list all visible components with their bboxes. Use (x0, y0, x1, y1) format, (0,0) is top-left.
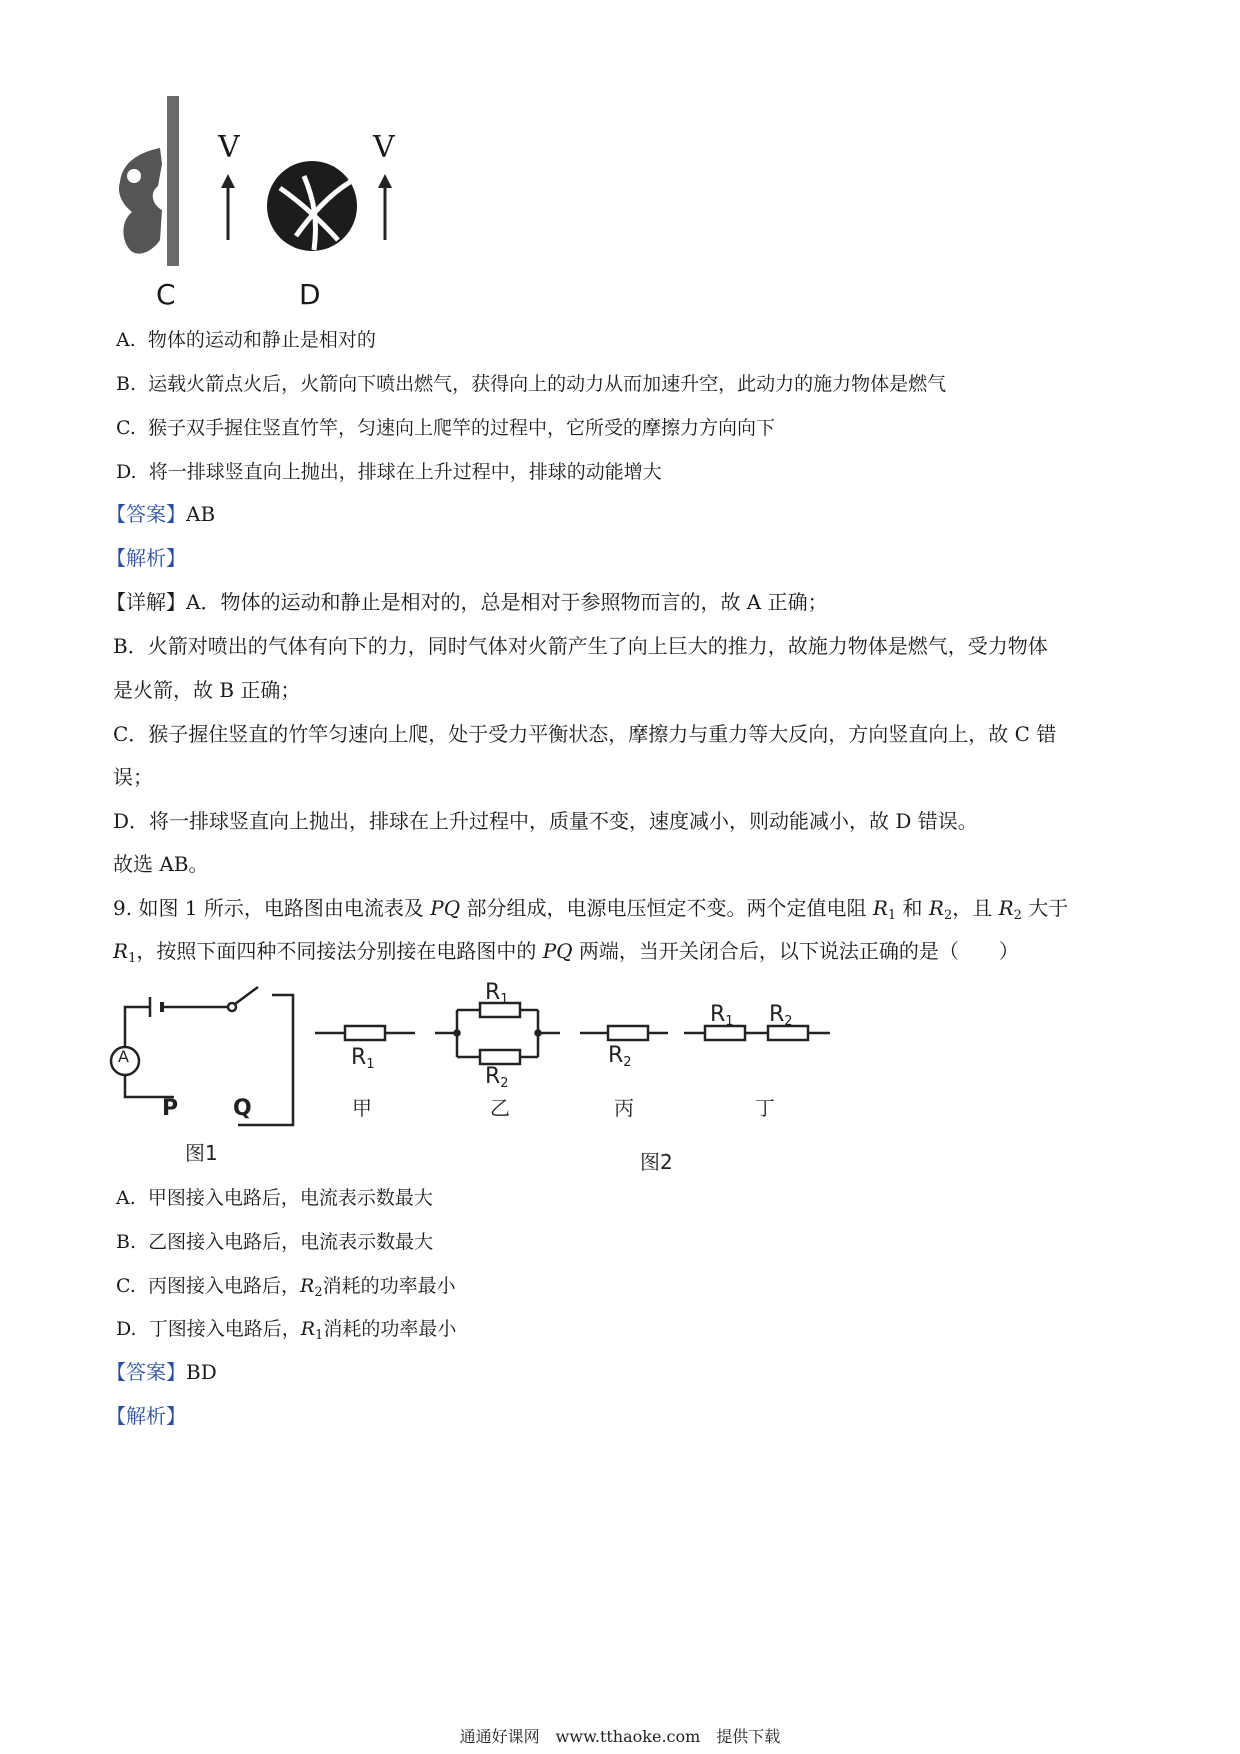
label-r2-ding: $R_2$ (769, 1002, 793, 1029)
terminal-q-label: Q (233, 1096, 252, 1121)
circuit-figures (100, 975, 940, 1175)
option-text: 物体的运动和静止是相对的 (147, 329, 376, 351)
q8-option-b (116, 370, 946, 398)
option-letter: D. (116, 461, 137, 483)
label-bing: 丙 (614, 1096, 634, 1120)
figure-label-c: C (156, 278, 176, 311)
figure-2-caption: 图2 (640, 1150, 673, 1174)
answer-tag: 【答案】 (106, 502, 186, 526)
resistor-yi (435, 1003, 560, 1064)
velocity-label-d: V (373, 130, 395, 165)
q9-stem-line2: $R_1$，按照下面四种不同接法分别接在电路图中的 PQ 两端，当开关闭合后，以下说法正确的是（ ） (113, 939, 1019, 966)
label-yi: 乙 (490, 1096, 510, 1120)
option-text: 运载火箭点火后，火箭向下喷出燃气，获得向上的动力从而加速升空，此动力的施力物体是燃气 (148, 373, 947, 395)
resistor-jia (315, 1026, 415, 1040)
q9-analysis-tag: 【解析】 (106, 1404, 186, 1428)
q8-detail-c-2: 误； (113, 765, 153, 789)
resistor-bing (580, 1026, 668, 1040)
option-letter: B. (116, 373, 137, 395)
q9-option-d: D. 丁图接入电路后，$R_1$消耗的功率最小 (116, 1318, 457, 1343)
label-jia: 甲 (352, 1096, 372, 1120)
q8-detail-b-1: B．火箭对喷出的气体有向下的力，同时气体对火箭产生了向上巨大的推力，故施力物体是燃气，受力物体 (113, 634, 1048, 658)
q8-conclusion: 故选 AB。 (113, 852, 209, 876)
answer-value: AB (186, 502, 216, 526)
footer-credit: 通通好课网 www.tthaoke.com 提供下载 (459, 1727, 781, 1746)
q8-option-d (116, 458, 662, 486)
terminal-p-label: P (162, 1096, 179, 1121)
ammeter-label: A (118, 1047, 129, 1066)
bamboo-pole (167, 96, 179, 266)
velocity-label-c: V (218, 130, 240, 165)
figure-cd (100, 90, 430, 320)
q8-detail-b-2: 是火箭，故 B 正确； (113, 678, 301, 702)
q8-analysis-tag: 【解析】 (106, 546, 186, 570)
q9-answer: 【答案】BD (106, 1360, 217, 1384)
q9-option-a: A. 甲图接入电路后，电流表示数最大 (116, 1187, 433, 1209)
option-letter: A. (116, 329, 136, 351)
q8-answer (106, 500, 215, 528)
figure-1-circuit (111, 987, 293, 1125)
label-ding: 丁 (755, 1096, 775, 1120)
q8-detail-a: 【详解】A．物体的运动和静止是相对的，总是相对于参照物而言的，故 A 正确； (106, 590, 828, 614)
figure-label-d: D (299, 278, 321, 311)
detail-tag: 【详解】 (106, 590, 186, 614)
q9-stem-line1: 9. 如图 1 所示，电路图由电流表及 PQ 部分组成，电源电压恒定不变。两个定值电阻 $R_1$ 和 $R_2$，且 $R_2$ 大于 (113, 896, 1069, 923)
q9-option-b: B. 乙图接入电路后，电流表示数最大 (116, 1231, 434, 1253)
label-r1-yi: $R_1$ (485, 980, 509, 1007)
figure-1-caption: 图1 (185, 1141, 218, 1165)
option-letter: C. (116, 417, 136, 439)
label-r2-yi: $R_2$ (485, 1064, 509, 1091)
resistor-ding (684, 1026, 830, 1040)
option-text: 将一排球竖直向上抛出，排球在上升过程中，排球的动能增大 (148, 461, 662, 483)
label-r2-bing: $R_2$ (608, 1043, 632, 1070)
q8-detail-d: D．将一排球竖直向上抛出，排球在上升过程中，质量不变，速度减小，则动能减小，故 D 错误。 (113, 809, 978, 833)
monkey-silhouette (119, 148, 162, 254)
q9-option-c: C. 丙图接入电路后，$R_2$消耗的功率最小 (116, 1275, 456, 1300)
q8-detail-c-1: C．猴子握住竖直的竹竿匀速向上爬，处于受力平衡状态，摩擦力与重力等大反向，方向竖直向上，故 C 错 (113, 722, 1057, 746)
label-r1-ding: $R_1$ (710, 1002, 734, 1029)
label-r1-jia: $R_1$ (351, 1045, 375, 1072)
q8-option-c (116, 414, 775, 442)
option-text: 猴子双手握住竖直竹竿，匀速向上爬竿的过程中，它所受的摩擦力方向向下 (148, 417, 776, 439)
q8-option-a (116, 326, 376, 354)
